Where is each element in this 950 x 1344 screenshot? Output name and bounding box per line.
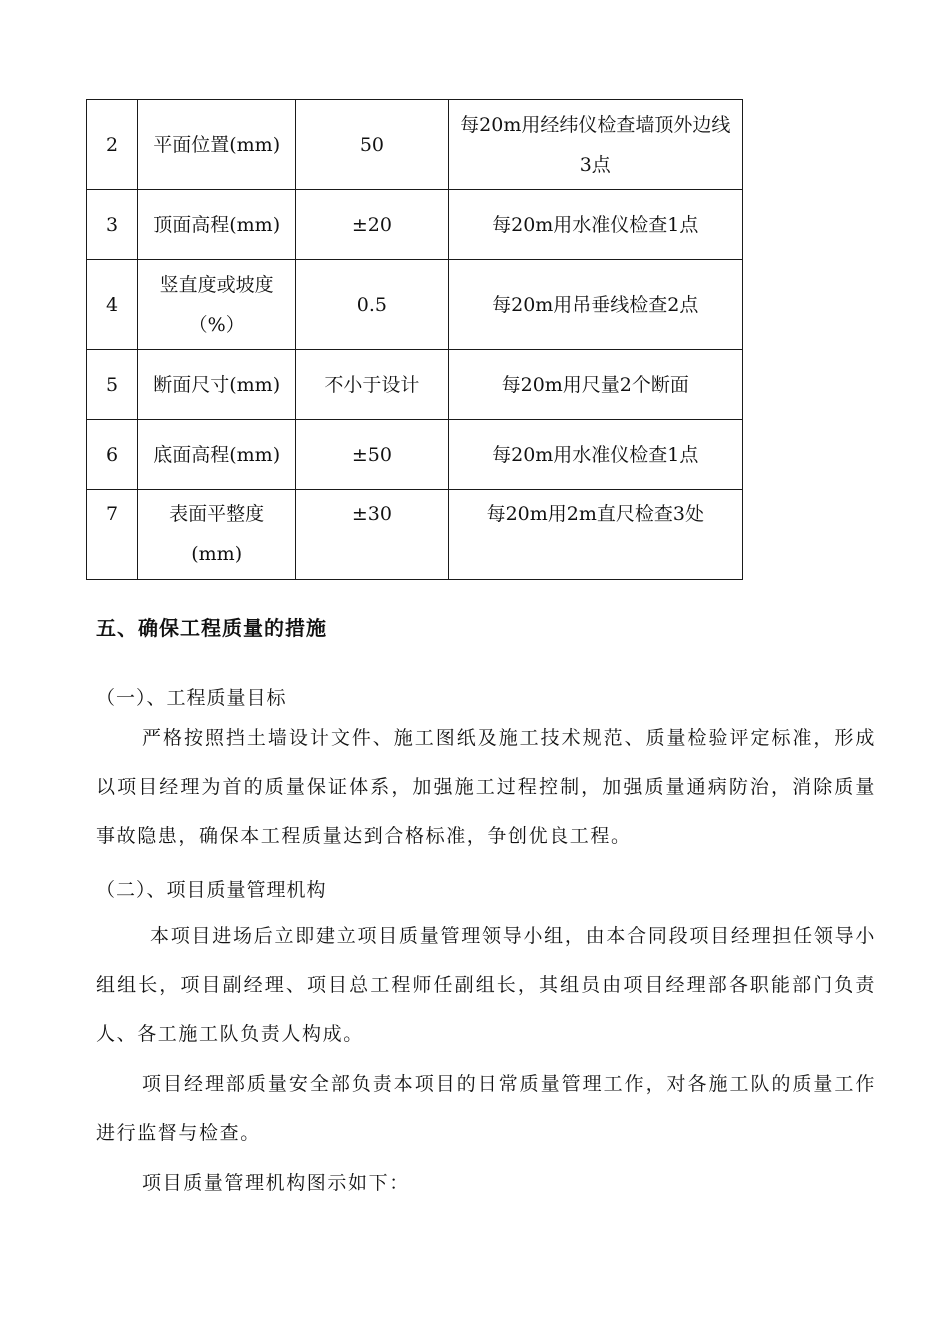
allowed-deviation: 0.5 <box>296 260 448 350</box>
check-method: 每20m用水准仪检查1点 <box>448 190 742 260</box>
table-row <box>87 260 743 350</box>
row-index: 3 <box>87 190 138 260</box>
check-method: 每20m用2m直尺检查3处 <box>448 490 742 580</box>
allowed-deviation: ±20 <box>296 190 448 260</box>
row-index: 2 <box>87 100 138 190</box>
paragraph-org-chart-intro: 项目质量管理机构图示如下： <box>142 1172 410 1194</box>
check-item: 断面尺寸(mm) <box>138 350 296 420</box>
paragraph-quality-organization: 本项目进场后立即建立项目质量管理领导小组，由本合同段项目经理担任领导小组组长，项目副经理、项目总工程师任副组长，其组员由项目经理部各职能部门负责人、各工施工队负责人构成。 <box>96 925 876 1045</box>
subheading-quality-organization: （二）、项目质量管理机构 <box>96 879 327 901</box>
allowed-deviation: ±50 <box>296 420 448 490</box>
inspection-table <box>86 99 743 580</box>
check-method: 每20m用尺量2个断面 <box>448 350 742 420</box>
table-row <box>87 350 743 420</box>
check-item: 表面平整度(mm) <box>138 490 296 580</box>
table-row <box>87 100 743 190</box>
subheading-quality-target: （一）、工程质量目标 <box>96 687 287 709</box>
check-item: 底面高程(mm) <box>138 420 296 490</box>
check-method: 每20m用吊垂线检查2点 <box>448 260 742 350</box>
check-item: 竖直度或坡度（%） <box>138 260 296 350</box>
allowed-deviation: 不小于设计 <box>296 350 448 420</box>
check-method: 每20m用经纬仪检查墙顶外边线3点 <box>448 100 742 190</box>
row-index: 5 <box>87 350 138 420</box>
table-row <box>87 490 743 580</box>
allowed-deviation: ±30 <box>296 490 448 580</box>
table-row <box>87 190 743 260</box>
table-row <box>87 420 743 490</box>
check-item: 顶面高程(mm) <box>138 190 296 260</box>
section-heading: 五、确保工程质量的措施 <box>96 616 327 640</box>
check-item: 平面位置(mm) <box>138 100 296 190</box>
row-index: 7 <box>87 490 138 580</box>
paragraph-quality-department: 项目经理部质量安全部负责本项目的日常质量管理工作，对各施工队的质量工作进行监督与检查。 <box>96 1073 876 1144</box>
row-index: 6 <box>87 420 138 490</box>
check-method: 每20m用水准仪检查1点 <box>448 420 742 490</box>
paragraph-quality-target: 严格按照挡土墙设计文件、施工图纸及施工技术规范、质量检验评定标准，形成以项目经理为首的质量保证体系，加强施工过程控制，加强质量通病防治，消除质量事故隐患，确保本工程质量达到合格标准，争创优良工程。 <box>96 727 876 847</box>
row-index: 4 <box>87 260 138 350</box>
allowed-deviation: 50 <box>296 100 448 190</box>
